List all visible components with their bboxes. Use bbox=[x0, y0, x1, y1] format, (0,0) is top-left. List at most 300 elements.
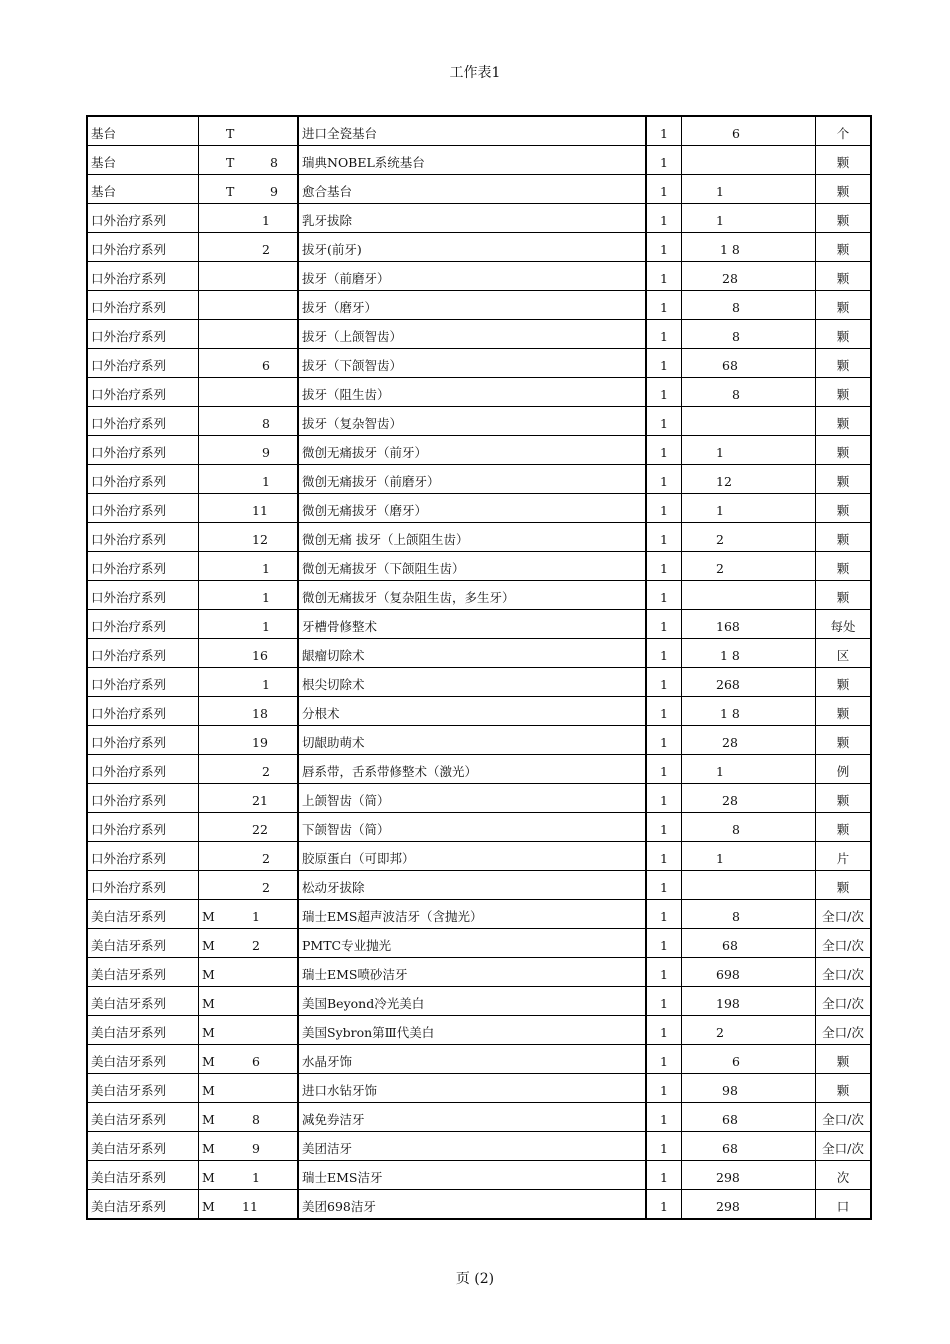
code-cell bbox=[199, 755, 299, 784]
code-letter bbox=[202, 732, 242, 754]
code-cell bbox=[199, 813, 299, 842]
code-letter: M bbox=[202, 1112, 215, 1127]
item-name-cell: 拔牙（上颌智齿） bbox=[298, 320, 646, 349]
table-row bbox=[87, 1132, 871, 1161]
price-cell: 1 bbox=[682, 494, 816, 523]
price-table bbox=[86, 115, 872, 1220]
category-cell: 口外治疗系列 bbox=[87, 697, 199, 726]
table-row bbox=[87, 320, 871, 349]
code-cell bbox=[199, 320, 299, 349]
code-cell bbox=[199, 697, 299, 726]
code-number: 8 bbox=[252, 1112, 260, 1127]
item-name-cell: 进口全瓷基台 bbox=[298, 116, 646, 146]
table-row bbox=[87, 1045, 871, 1074]
code-number: 1 bbox=[252, 909, 260, 924]
code-letter: M bbox=[202, 1141, 215, 1156]
table-row bbox=[87, 842, 871, 871]
unit-cell: 颗 bbox=[816, 552, 872, 581]
code-letter: M bbox=[202, 1199, 215, 1214]
table-row bbox=[87, 349, 871, 378]
category-cell: 美白洁牙系列 bbox=[87, 1103, 199, 1132]
code-cell bbox=[199, 900, 299, 929]
price-cell: 68 bbox=[682, 349, 816, 378]
quantity-cell: 1 bbox=[646, 1016, 682, 1045]
code-cell bbox=[199, 146, 299, 175]
code-cell bbox=[199, 1190, 299, 1220]
unit-cell: 片 bbox=[816, 842, 872, 871]
price-cell: 28 bbox=[682, 784, 816, 813]
price-cell: 1 8 bbox=[682, 639, 816, 668]
item-name-cell: 分根术 bbox=[298, 697, 646, 726]
table-row bbox=[87, 1016, 871, 1045]
price-cell: 8 bbox=[682, 291, 816, 320]
item-name-cell: PMTC专业抛光 bbox=[298, 929, 646, 958]
item-name-cell: 上颌智齿（简） bbox=[298, 784, 646, 813]
quantity-cell: 1 bbox=[646, 175, 682, 204]
code-cell bbox=[199, 1045, 299, 1074]
quantity-cell: 1 bbox=[646, 639, 682, 668]
item-name-cell: 拔牙（下颌智齿） bbox=[298, 349, 646, 378]
unit-cell: 颗 bbox=[816, 262, 872, 291]
code-number: 9 bbox=[262, 445, 270, 460]
item-name-cell: 美团洁牙 bbox=[298, 1132, 646, 1161]
table-row bbox=[87, 697, 871, 726]
code-number: 12 bbox=[252, 532, 268, 547]
code-number: 16 bbox=[252, 648, 268, 663]
unit-cell: 颗 bbox=[816, 871, 872, 900]
code-letter bbox=[202, 587, 242, 609]
category-cell: 美白洁牙系列 bbox=[87, 958, 199, 987]
quantity-cell: 1 bbox=[646, 842, 682, 871]
quantity-cell: 1 bbox=[646, 465, 682, 494]
category-cell: 口外治疗系列 bbox=[87, 204, 199, 233]
item-name-cell: 拔牙（阻生齿） bbox=[298, 378, 646, 407]
code-cell bbox=[199, 175, 299, 204]
category-cell: 基台 bbox=[87, 146, 199, 175]
price-cell: 298 bbox=[682, 1161, 816, 1190]
code-letter bbox=[202, 645, 242, 667]
unit-cell: 颗 bbox=[816, 233, 872, 262]
unit-cell: 颗 bbox=[816, 581, 872, 610]
code-cell bbox=[199, 987, 299, 1016]
unit-cell: 颗 bbox=[816, 784, 872, 813]
quantity-cell: 1 bbox=[646, 697, 682, 726]
code-cell bbox=[199, 494, 299, 523]
category-cell: 美白洁牙系列 bbox=[87, 900, 199, 929]
code-number: 8 bbox=[262, 416, 270, 431]
code-number bbox=[242, 1080, 294, 1102]
code-number: 2 bbox=[252, 938, 260, 953]
item-name-cell: 瑞士EMS喷砂洁牙 bbox=[298, 958, 646, 987]
unit-cell: 颗 bbox=[816, 349, 872, 378]
table-row bbox=[87, 262, 871, 291]
code-letter bbox=[202, 355, 242, 377]
item-name-cell: 微创无痛拔牙（复杂阻生齿，多生牙） bbox=[298, 581, 646, 610]
table-row bbox=[87, 871, 871, 900]
price-cell: 1 8 bbox=[682, 233, 816, 262]
category-cell: 美白洁牙系列 bbox=[87, 1045, 199, 1074]
quantity-cell: 1 bbox=[646, 494, 682, 523]
code-letter: M bbox=[202, 1170, 215, 1185]
code-cell bbox=[199, 871, 299, 900]
price-cell: 2 bbox=[682, 1016, 816, 1045]
code-letter bbox=[202, 413, 242, 435]
quantity-cell: 1 bbox=[646, 552, 682, 581]
code-letter bbox=[202, 819, 242, 841]
quantity-cell: 1 bbox=[646, 1161, 682, 1190]
price-cell: 28 bbox=[682, 262, 816, 291]
category-cell: 美白洁牙系列 bbox=[87, 1161, 199, 1190]
code-cell bbox=[199, 1074, 299, 1103]
code-letter bbox=[202, 558, 242, 580]
item-name-cell: 微创无痛拔牙（磨牙） bbox=[298, 494, 646, 523]
code-number bbox=[242, 964, 294, 986]
quantity-cell: 1 bbox=[646, 262, 682, 291]
code-cell bbox=[199, 668, 299, 697]
category-cell: 口外治疗系列 bbox=[87, 494, 199, 523]
unit-cell: 颗 bbox=[816, 436, 872, 465]
item-name-cell: 松动牙拔除 bbox=[298, 871, 646, 900]
code-letter bbox=[202, 529, 242, 551]
code-number: 2 bbox=[262, 764, 270, 779]
category-cell: 口外治疗系列 bbox=[87, 610, 199, 639]
table-body bbox=[87, 116, 871, 1219]
code-number: 18 bbox=[252, 706, 268, 721]
code-letter: M bbox=[202, 1025, 215, 1040]
code-number: 6 bbox=[252, 1054, 260, 1069]
category-cell: 口外治疗系列 bbox=[87, 320, 199, 349]
quantity-cell: 1 bbox=[646, 146, 682, 175]
item-name-cell: 微创无痛拔牙（前磨牙） bbox=[298, 465, 646, 494]
table-row bbox=[87, 900, 871, 929]
quantity-cell: 1 bbox=[646, 871, 682, 900]
code-letter bbox=[202, 703, 242, 725]
price-cell: 1 bbox=[682, 204, 816, 233]
code-cell bbox=[199, 1161, 299, 1190]
category-cell: 美白洁牙系列 bbox=[87, 929, 199, 958]
unit-cell: 全口/次 bbox=[816, 900, 872, 929]
price-cell: 68 bbox=[682, 1103, 816, 1132]
price-cell: 198 bbox=[682, 987, 816, 1016]
quantity-cell: 1 bbox=[646, 116, 682, 146]
code-cell bbox=[199, 610, 299, 639]
price-cell: 68 bbox=[682, 929, 816, 958]
unit-cell: 全口/次 bbox=[816, 1016, 872, 1045]
table-row bbox=[87, 494, 871, 523]
table-row bbox=[87, 291, 871, 320]
unit-cell: 颗 bbox=[816, 494, 872, 523]
item-name-cell: 胶原蛋白（可即邦） bbox=[298, 842, 646, 871]
code-cell bbox=[199, 1103, 299, 1132]
quantity-cell: 1 bbox=[646, 436, 682, 465]
price-cell: 2 bbox=[682, 523, 816, 552]
item-name-cell: 微创无痛 拔牙（上颌阻生齿） bbox=[298, 523, 646, 552]
quantity-cell: 1 bbox=[646, 900, 682, 929]
code-cell bbox=[199, 233, 299, 262]
code-number: 1 bbox=[262, 561, 270, 576]
item-name-cell: 切龈助萌术 bbox=[298, 726, 646, 755]
unit-cell: 颗 bbox=[816, 523, 872, 552]
item-name-cell: 根尖切除术 bbox=[298, 668, 646, 697]
quantity-cell: 1 bbox=[646, 726, 682, 755]
category-cell: 口外治疗系列 bbox=[87, 755, 199, 784]
unit-cell: 颗 bbox=[816, 407, 872, 436]
category-cell: 口外治疗系列 bbox=[87, 378, 199, 407]
code-cell bbox=[199, 639, 299, 668]
price-cell: 268 bbox=[682, 668, 816, 697]
code-cell bbox=[199, 784, 299, 813]
table-row bbox=[87, 813, 871, 842]
table-row bbox=[87, 116, 871, 146]
price-cell: 6 bbox=[682, 116, 816, 146]
table-row bbox=[87, 581, 871, 610]
category-cell: 基台 bbox=[87, 116, 199, 146]
table-row bbox=[87, 1103, 871, 1132]
category-cell: 口外治疗系列 bbox=[87, 871, 199, 900]
quantity-cell: 1 bbox=[646, 784, 682, 813]
code-letter: T bbox=[226, 155, 235, 170]
code-letter bbox=[202, 877, 242, 899]
table-row bbox=[87, 929, 871, 958]
item-name-cell: 进口水钻牙饰 bbox=[298, 1074, 646, 1103]
price-cell: 1 bbox=[682, 175, 816, 204]
code-letter bbox=[202, 442, 242, 464]
code-letter: M bbox=[202, 938, 215, 953]
table-row bbox=[87, 958, 871, 987]
table-row bbox=[87, 1161, 871, 1190]
code-cell bbox=[199, 204, 299, 233]
item-name-cell: 美国Sybron第Ⅲ代美白 bbox=[298, 1016, 646, 1045]
code-cell bbox=[199, 291, 299, 320]
item-name-cell: 龈瘤切除术 bbox=[298, 639, 646, 668]
code-letter: M bbox=[202, 1054, 215, 1069]
table-row bbox=[87, 784, 871, 813]
quantity-cell: 1 bbox=[646, 958, 682, 987]
unit-cell: 颗 bbox=[816, 1074, 872, 1103]
unit-cell: 颗 bbox=[816, 1045, 872, 1074]
unit-cell: 全口/次 bbox=[816, 929, 872, 958]
code-number: 8 bbox=[270, 155, 278, 170]
category-cell: 美白洁牙系列 bbox=[87, 1132, 199, 1161]
unit-cell: 颗 bbox=[816, 726, 872, 755]
quantity-cell: 1 bbox=[646, 610, 682, 639]
table-row bbox=[87, 233, 871, 262]
table-row bbox=[87, 407, 871, 436]
price-cell: 8 bbox=[682, 320, 816, 349]
code-number: 22 bbox=[252, 822, 268, 837]
code-letter: T bbox=[226, 184, 235, 199]
code-letter bbox=[202, 848, 242, 870]
price-cell: 6 bbox=[682, 1045, 816, 1074]
item-name-cell: 愈合基台 bbox=[298, 175, 646, 204]
unit-cell: 颗 bbox=[816, 378, 872, 407]
category-cell: 口外治疗系列 bbox=[87, 552, 199, 581]
category-cell: 基台 bbox=[87, 175, 199, 204]
code-number: 1 bbox=[262, 474, 270, 489]
quantity-cell: 1 bbox=[646, 1045, 682, 1074]
quantity-cell: 1 bbox=[646, 755, 682, 784]
item-name-cell: 牙槽骨修整术 bbox=[298, 610, 646, 639]
quantity-cell: 1 bbox=[646, 378, 682, 407]
code-cell bbox=[199, 1016, 299, 1045]
item-name-cell: 瑞典NOBEL系统基台 bbox=[298, 146, 646, 175]
code-letter bbox=[202, 239, 242, 261]
category-cell: 口外治疗系列 bbox=[87, 436, 199, 465]
code-cell bbox=[199, 842, 299, 871]
code-letter bbox=[202, 616, 242, 638]
code-cell bbox=[199, 116, 299, 146]
quantity-cell: 1 bbox=[646, 929, 682, 958]
code-cell bbox=[199, 1132, 299, 1161]
table-row bbox=[87, 668, 871, 697]
category-cell: 口外治疗系列 bbox=[87, 813, 199, 842]
price-cell: 298 bbox=[682, 1190, 816, 1220]
category-cell: 口外治疗系列 bbox=[87, 726, 199, 755]
code-letter: T bbox=[226, 126, 235, 141]
unit-cell: 个 bbox=[816, 116, 872, 146]
code-cell bbox=[199, 436, 299, 465]
quantity-cell: 1 bbox=[646, 291, 682, 320]
price-cell: 168 bbox=[682, 610, 816, 639]
code-cell bbox=[199, 958, 299, 987]
category-cell: 口外治疗系列 bbox=[87, 262, 199, 291]
code-letter: M bbox=[202, 909, 215, 924]
code-cell bbox=[199, 262, 299, 291]
price-cell bbox=[682, 146, 816, 175]
table-row bbox=[87, 726, 871, 755]
category-cell: 口外治疗系列 bbox=[87, 407, 199, 436]
item-name-cell: 微创无痛拔牙（前牙） bbox=[298, 436, 646, 465]
quantity-cell: 1 bbox=[646, 233, 682, 262]
unit-cell: 颗 bbox=[816, 813, 872, 842]
category-cell: 口外治疗系列 bbox=[87, 349, 199, 378]
unit-cell: 颗 bbox=[816, 697, 872, 726]
item-name-cell: 拔牙(前牙) bbox=[298, 233, 646, 262]
table-row bbox=[87, 465, 871, 494]
code-number bbox=[266, 123, 294, 145]
code-number: 2 bbox=[262, 880, 270, 895]
code-number: 1 bbox=[262, 677, 270, 692]
item-name-cell: 水晶牙饰 bbox=[298, 1045, 646, 1074]
code-letter bbox=[202, 790, 242, 812]
quantity-cell: 1 bbox=[646, 581, 682, 610]
table-row bbox=[87, 552, 871, 581]
price-cell: 8 bbox=[682, 378, 816, 407]
item-name-cell: 瑞士EMS洁牙 bbox=[298, 1161, 646, 1190]
code-cell bbox=[199, 465, 299, 494]
price-cell bbox=[682, 407, 816, 436]
code-letter bbox=[202, 210, 242, 232]
item-name-cell: 微创无痛拔牙（下颌阻生齿） bbox=[298, 552, 646, 581]
code-cell bbox=[199, 726, 299, 755]
table-row bbox=[87, 639, 871, 668]
category-cell: 口外治疗系列 bbox=[87, 668, 199, 697]
item-name-cell: 乳牙拔除 bbox=[298, 204, 646, 233]
unit-cell: 例 bbox=[816, 755, 872, 784]
table-row bbox=[87, 1074, 871, 1103]
category-cell: 口外治疗系列 bbox=[87, 784, 199, 813]
table-row bbox=[87, 204, 871, 233]
unit-cell: 区 bbox=[816, 639, 872, 668]
code-number: 19 bbox=[252, 735, 268, 750]
quantity-cell: 1 bbox=[646, 1103, 682, 1132]
price-cell: 68 bbox=[682, 1132, 816, 1161]
table-row bbox=[87, 755, 871, 784]
quantity-cell: 1 bbox=[646, 407, 682, 436]
page-footer: 页 (2) bbox=[455, 1271, 495, 1287]
quantity-cell: 1 bbox=[646, 987, 682, 1016]
item-name-cell: 拔牙（前磨牙） bbox=[298, 262, 646, 291]
table-row bbox=[87, 436, 871, 465]
unit-cell: 全口/次 bbox=[816, 958, 872, 987]
unit-cell: 全口/次 bbox=[816, 1103, 872, 1132]
price-cell bbox=[682, 871, 816, 900]
item-name-cell: 唇系带，舌系带修整术（激光） bbox=[298, 755, 646, 784]
unit-cell: 颗 bbox=[816, 668, 872, 697]
category-cell: 口外治疗系列 bbox=[87, 639, 199, 668]
code-cell bbox=[199, 407, 299, 436]
quantity-cell: 1 bbox=[646, 1132, 682, 1161]
unit-cell: 次 bbox=[816, 1161, 872, 1190]
table-row bbox=[87, 175, 871, 204]
unit-cell: 颗 bbox=[816, 175, 872, 204]
item-name-cell: 拔牙（磨牙） bbox=[298, 291, 646, 320]
item-name-cell: 减免券洁牙 bbox=[298, 1103, 646, 1132]
quantity-cell: 1 bbox=[646, 523, 682, 552]
code-number: 1 bbox=[262, 213, 270, 228]
category-cell: 美白洁牙系列 bbox=[87, 987, 199, 1016]
price-cell: 8 bbox=[682, 900, 816, 929]
price-cell: 1 bbox=[682, 842, 816, 871]
unit-cell: 颗 bbox=[816, 146, 872, 175]
code-number: 6 bbox=[262, 358, 270, 373]
table-row bbox=[87, 523, 871, 552]
price-cell: 2 bbox=[682, 552, 816, 581]
price-cell: 1 8 bbox=[682, 697, 816, 726]
unit-cell: 颗 bbox=[816, 320, 872, 349]
category-cell: 口外治疗系列 bbox=[87, 233, 199, 262]
code-letter: M bbox=[202, 1083, 215, 1098]
quantity-cell: 1 bbox=[646, 204, 682, 233]
category-cell: 口外治疗系列 bbox=[87, 465, 199, 494]
table-row bbox=[87, 610, 871, 639]
sheet-title: 工作表1 bbox=[449, 65, 501, 81]
code-letter bbox=[202, 471, 242, 493]
price-cell: 1 bbox=[682, 755, 816, 784]
item-name-cell: 美团698洁牙 bbox=[298, 1190, 646, 1220]
category-cell: 口外治疗系列 bbox=[87, 842, 199, 871]
code-cell bbox=[199, 349, 299, 378]
code-cell bbox=[199, 552, 299, 581]
unit-cell: 口 bbox=[816, 1190, 872, 1220]
table-row bbox=[87, 987, 871, 1016]
code-cell bbox=[199, 929, 299, 958]
unit-cell: 每处 bbox=[816, 610, 872, 639]
category-cell: 美白洁牙系列 bbox=[87, 1016, 199, 1045]
quantity-cell: 1 bbox=[646, 1190, 682, 1220]
category-cell: 口外治疗系列 bbox=[87, 523, 199, 552]
table-row bbox=[87, 378, 871, 407]
code-number: 1 bbox=[252, 1170, 260, 1185]
code-number: 11 bbox=[252, 503, 268, 518]
table-row bbox=[87, 146, 871, 175]
price-cell: 698 bbox=[682, 958, 816, 987]
quantity-cell: 1 bbox=[646, 1074, 682, 1103]
code-number: 11 bbox=[242, 1199, 258, 1214]
price-cell: 98 bbox=[682, 1074, 816, 1103]
code-number: 1 bbox=[262, 590, 270, 605]
quantity-cell: 1 bbox=[646, 813, 682, 842]
